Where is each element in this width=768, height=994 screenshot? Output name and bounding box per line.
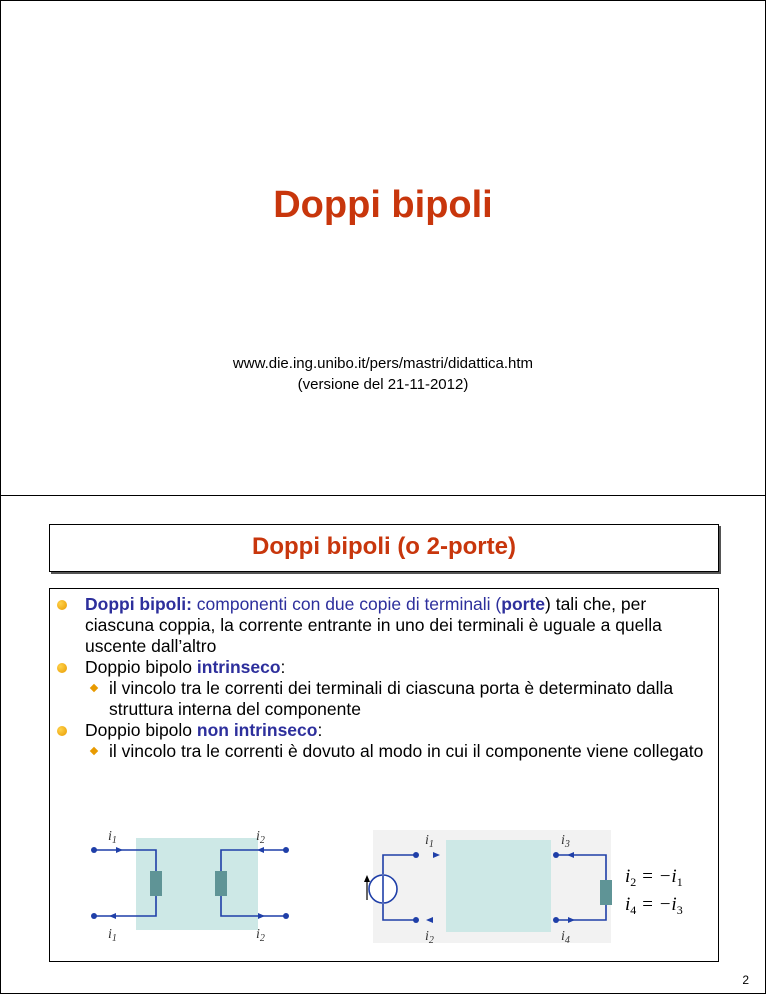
terminal-node — [283, 913, 289, 919]
bullet-3-text-a: Doppio bipolo — [85, 720, 197, 740]
bullet-1-text-a: componenti con due copie di terminali ( — [191, 594, 502, 614]
slide-2 — [0, 495, 766, 994]
intrinsic-two-port-diagram — [86, 826, 296, 941]
bullet-2-text-a: Doppio bipolo — [85, 657, 197, 677]
slide-1-title: Doppi bipoli — [273, 184, 493, 226]
term-non-intrinseco: non intrinseco — [196, 720, 318, 740]
equation-i4: $i_4 = -i_3$ — [625, 894, 683, 917]
resistor-left — [150, 871, 162, 896]
terminal-node — [413, 852, 419, 858]
slide-1 — [0, 0, 766, 496]
label-i2-top: $i_2$ — [256, 829, 265, 846]
label-i3: $i_3$ — [561, 833, 570, 850]
bullet-intrinseco — [49, 657, 709, 678]
term-intrinseco: intrinseco — [196, 657, 281, 677]
terminal-node — [413, 917, 419, 923]
label-i1: $i_1$ — [425, 833, 434, 850]
bullet-list — [49, 594, 709, 762]
bullet-doppi-bipoli — [49, 594, 709, 657]
two-port-box — [446, 840, 551, 932]
label-i1-bottom: $i_1$ — [108, 927, 117, 941]
subbullet-3-text: il vincolo tra le correnti è dovuto al modo in cui il componente viene collegato — [109, 741, 704, 761]
bullet-dot-icon — [57, 726, 67, 736]
terminal-node — [283, 847, 289, 853]
subbullet-non-intrinseco — [49, 741, 709, 762]
course-url: www.die.ing.unibo.it/pers/mastri/didattica.htm — [232, 355, 534, 372]
arrow-right-icon — [116, 847, 123, 853]
arrow-up-icon — [364, 875, 370, 882]
equation-i2: $i_2 = -i_1$ — [625, 866, 683, 889]
subbullet-2-text: il vincolo tra le correnti dei terminali di ciascuna porta è determinato dalla struttura interna del componente — [109, 678, 674, 719]
arrow-right-icon — [258, 913, 265, 919]
resistor-load — [600, 880, 612, 905]
arrow-left-icon — [109, 913, 116, 919]
version-note: (versione del 21-11-2012) — [297, 376, 469, 393]
bullet-dot-icon — [57, 663, 67, 673]
diamond-bullet-icon — [90, 684, 98, 692]
label-i4: $i_4$ — [561, 929, 570, 945]
label-i1-top: $i_1$ — [108, 829, 117, 846]
terminal-node — [91, 847, 97, 853]
term-porte: porte — [501, 594, 546, 614]
non-intrinsic-two-port-diagram — [361, 830, 721, 945]
diamond-bullet-icon — [90, 747, 98, 755]
arrow-left-icon — [257, 847, 264, 853]
terminal-node — [553, 917, 559, 923]
slide-2-title: Doppi bipoli (o 2-porte) — [49, 524, 719, 572]
bullet-1-text-b: ) tali che, per ciascuna coppia, la corrente entrante in uno dei terminali è uguale a quella uscente dall’altro — [85, 594, 662, 656]
bullet-2-colon: : — [280, 657, 286, 677]
page-number: 2 — [742, 973, 749, 987]
subbullet-intrinseco — [49, 678, 709, 720]
term-doppi-bipoli: Doppi bipoli: — [85, 594, 192, 614]
resistor-right — [215, 871, 227, 896]
label-i2-bottom: $i_2$ — [256, 927, 265, 941]
bullet-3-colon: : — [317, 720, 323, 740]
terminal-node — [553, 852, 559, 858]
bullet-non-intrinseco — [49, 720, 709, 741]
terminal-node — [91, 913, 97, 919]
label-i2: $i_2$ — [425, 929, 434, 945]
bullet-dot-icon — [57, 600, 67, 610]
